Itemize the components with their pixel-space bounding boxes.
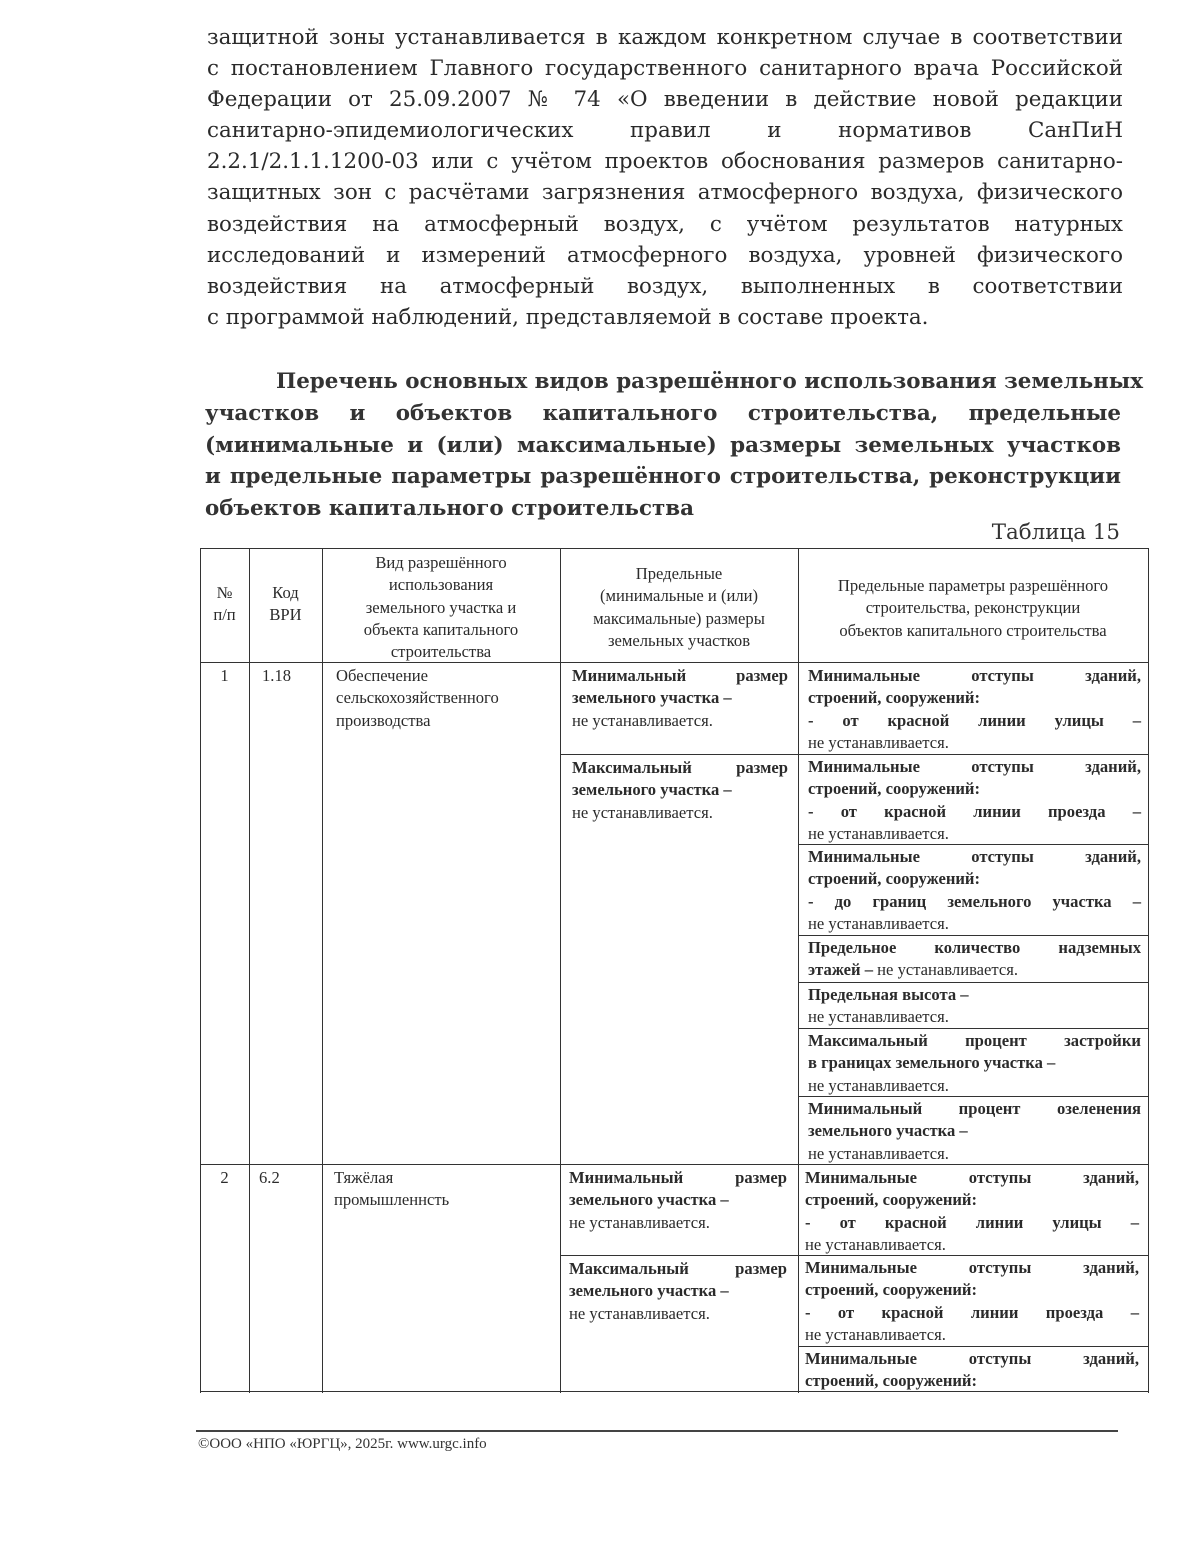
row-1-floors-limit: Предельное количество надземных этажей – не устанавливается. <box>808 938 1141 980</box>
row-2-setback-driveway: Минимальные отступы зданий, строений, сооружений: - от красной линии проезда – не устанавливается. <box>805 1258 1139 1344</box>
intro-paragraph <box>207 22 1123 333</box>
row-1-setback-plot-border: Минимальные отступы зданий, строений, сооружений: - до границ земельного участка – не устанавливается. <box>808 847 1141 933</box>
table-border <box>249 548 250 1393</box>
row-1-setback-driveway: Минимальные отступы зданий, строений, сооружений: - от красной линии проезда – не устанавливается. <box>808 757 1141 843</box>
header-plot-size: Предельные (минимальные и (или) максимальные) размеры земельных участков <box>593 564 765 650</box>
header-num: № п/п <box>213 583 236 625</box>
intro-line: 2.2.1/2.1.1.1200-03 или с учётом проектов обоснования размеров санитарно- <box>207 149 1123 175</box>
row-2-num: 2 <box>220 1168 229 1187</box>
table-border <box>1148 548 1149 1393</box>
intro-line: Федерации от 25.09.2007 № 74 «О введении в действие новой редакции <box>207 87 1123 113</box>
intro-line: с постановлением Главного государственного санитарного врача Российской <box>207 56 1123 82</box>
table-border <box>798 548 799 1393</box>
intro-line: воздействия на атмосферный воздух, с учётом результатов натурных <box>207 211 1123 237</box>
row-2-code: 6.2 <box>259 1168 280 1187</box>
table-border <box>200 548 1149 549</box>
row-1-use-type: Обеспечение сельскохозяйственного производства <box>336 666 499 730</box>
heading-line: участков и объектов капитального строительства, предельные <box>205 400 1121 426</box>
header-use-type: Вид разрешённого использования земельного участка и объекта капитального строительства <box>363 553 519 662</box>
row-1-max-coverage: Максимальный процент застройки в границах земельного участка – не устанавливается. <box>808 1031 1141 1095</box>
intro-line: санитарно-эпидемиологических правил и нормативов СанПиН <box>207 118 1123 144</box>
intro-line: с программой наблюдений, представляемой в составе проекта. <box>207 304 929 330</box>
header-build-params: Предельные параметры разрешённого строительства, реконструкции объектов капитального строительства <box>837 576 1109 640</box>
heading-line: Перечень основных видов разрешённого использования земельных <box>276 369 1143 394</box>
table-caption: Таблица 15 <box>991 520 1120 545</box>
row-1-height-limit: Предельная высота – не устанавливается. <box>808 985 969 1027</box>
row-1-min-size: Минимальный размер земельного участка – не устанавливается. <box>572 666 788 730</box>
land-use-table <box>200 548 1150 1393</box>
footer-copyright: ©ООО «НПО «ЮРГЦ», 2025г. www.urgc.info <box>198 1436 487 1452</box>
heading-line: объектов капитального строительства <box>205 496 694 522</box>
header-code: Код ВРИ <box>269 583 302 625</box>
row-2-use-type: Тяжёлая промышленнсть <box>334 1168 450 1210</box>
row-1-code: 1.18 <box>262 666 292 685</box>
table-border <box>560 754 798 755</box>
row-1-max-size: Максимальный размер земельного участка – не устанавливается. <box>572 758 788 822</box>
footer-divider <box>196 1430 1118 1432</box>
heading-line: (минимальные и (или) максимальные) размеры земельных участков <box>205 432 1121 458</box>
row-1-num: 1 <box>220 666 229 685</box>
heading-line: и предельные параметры разрешённого строительства, реконструкции <box>205 464 1121 490</box>
intro-line: защитных зон с расчётами загрязнения атмосферного воздуха, физического <box>207 180 1123 206</box>
table-border <box>322 548 323 1393</box>
table-border <box>798 982 1149 983</box>
table-border <box>560 548 561 1393</box>
row-2-setback-street: Минимальные отступы зданий, строений, сооружений: - от красной линии улицы – не устанавливается. <box>805 1168 1139 1254</box>
row-1-setback-street: Минимальные отступы зданий, строений, сооружений: - от красной линии улицы – не устанавливается. <box>808 666 1141 752</box>
row-1-min-greenery: Минимальный процент озеленения земельного участка – не устанавливается. <box>808 1099 1141 1163</box>
intro-line: воздействия на атмосферный воздух, выполненных в соответствии <box>207 273 1123 299</box>
row-2-max-size: Максимальный размер земельного участка – не устанавливается. <box>569 1259 787 1323</box>
row-2-min-size: Минимальный размер земельного участка – не устанавливается. <box>569 1168 787 1232</box>
intro-line: защитной зоны устанавливается в каждом конкретном случае в соответствии <box>207 25 1123 50</box>
intro-line: исследований и измерений атмосферного воздуха, уровней физического <box>207 242 1123 268</box>
section-heading <box>205 366 1143 525</box>
row-2-setback-plot-border: Минимальные отступы зданий, строений, сооружений: <box>805 1349 1139 1391</box>
